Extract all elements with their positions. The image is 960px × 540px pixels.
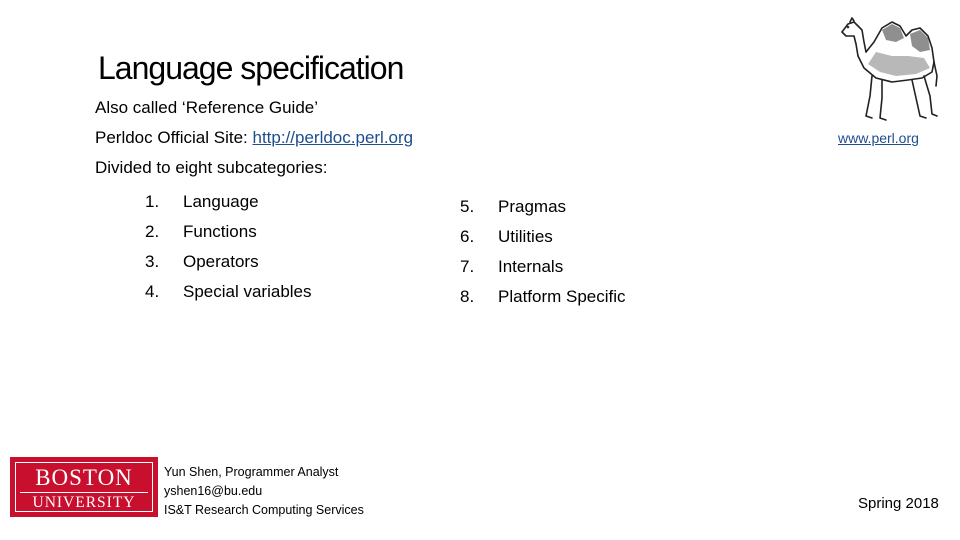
list-label: Utilities <box>498 227 553 246</box>
list-number: 7. <box>460 257 475 276</box>
logo-text-bottom: UNIVERSITY <box>32 494 136 511</box>
list-number: 1. <box>145 192 160 211</box>
list-label: Internals <box>498 257 564 276</box>
intro-line-1: Also called ‘Reference Guide’ <box>95 98 319 117</box>
perl-camel-icon <box>836 12 938 127</box>
contact-department: IS&T Research Computing Services <box>164 503 364 517</box>
list-number: 5. <box>460 197 475 216</box>
list-item <box>145 282 312 312</box>
list-label: Pragmas <box>498 197 567 216</box>
subcategory-list-left <box>145 192 312 312</box>
list-label: Operators <box>183 252 259 271</box>
list-number: 3. <box>145 252 160 271</box>
perldoc-link[interactable]: http://perldoc.perl.org <box>252 128 414 147</box>
perl-site-link[interactable]: www.perl.org <box>838 130 919 146</box>
list-number: 6. <box>460 227 475 246</box>
list-number: 4. <box>145 282 160 301</box>
contact-info <box>164 463 364 520</box>
slide-title: Language specification <box>98 50 404 86</box>
contact-email: yshen16@bu.edu <box>164 484 263 498</box>
list-label: Language <box>183 192 259 211</box>
intro-line-3: Divided to eight subcategories: <box>95 158 328 177</box>
list-label: Special variables <box>183 282 312 301</box>
list-item <box>460 257 626 287</box>
list-item <box>460 197 626 227</box>
list-number: 2. <box>145 222 160 241</box>
list-number: 8. <box>460 287 475 306</box>
list-item <box>460 287 626 317</box>
list-label: Functions <box>183 222 257 241</box>
logo-divider <box>20 492 148 493</box>
logo-text-top: BOSTON <box>35 465 133 490</box>
subcategory-list-right <box>460 197 626 317</box>
list-label: Platform Specific <box>498 287 626 306</box>
boston-university-logo <box>10 457 158 517</box>
term-label: Spring 2018 <box>858 495 939 512</box>
list-item <box>145 192 312 222</box>
intro-line-2 <box>95 128 413 148</box>
list-item <box>145 222 312 252</box>
list-item <box>460 227 626 257</box>
contact-name: Yun Shen, Programmer Analyst <box>164 465 339 479</box>
list-item <box>145 252 312 282</box>
perldoc-label: Perldoc Official Site: <box>95 128 253 147</box>
